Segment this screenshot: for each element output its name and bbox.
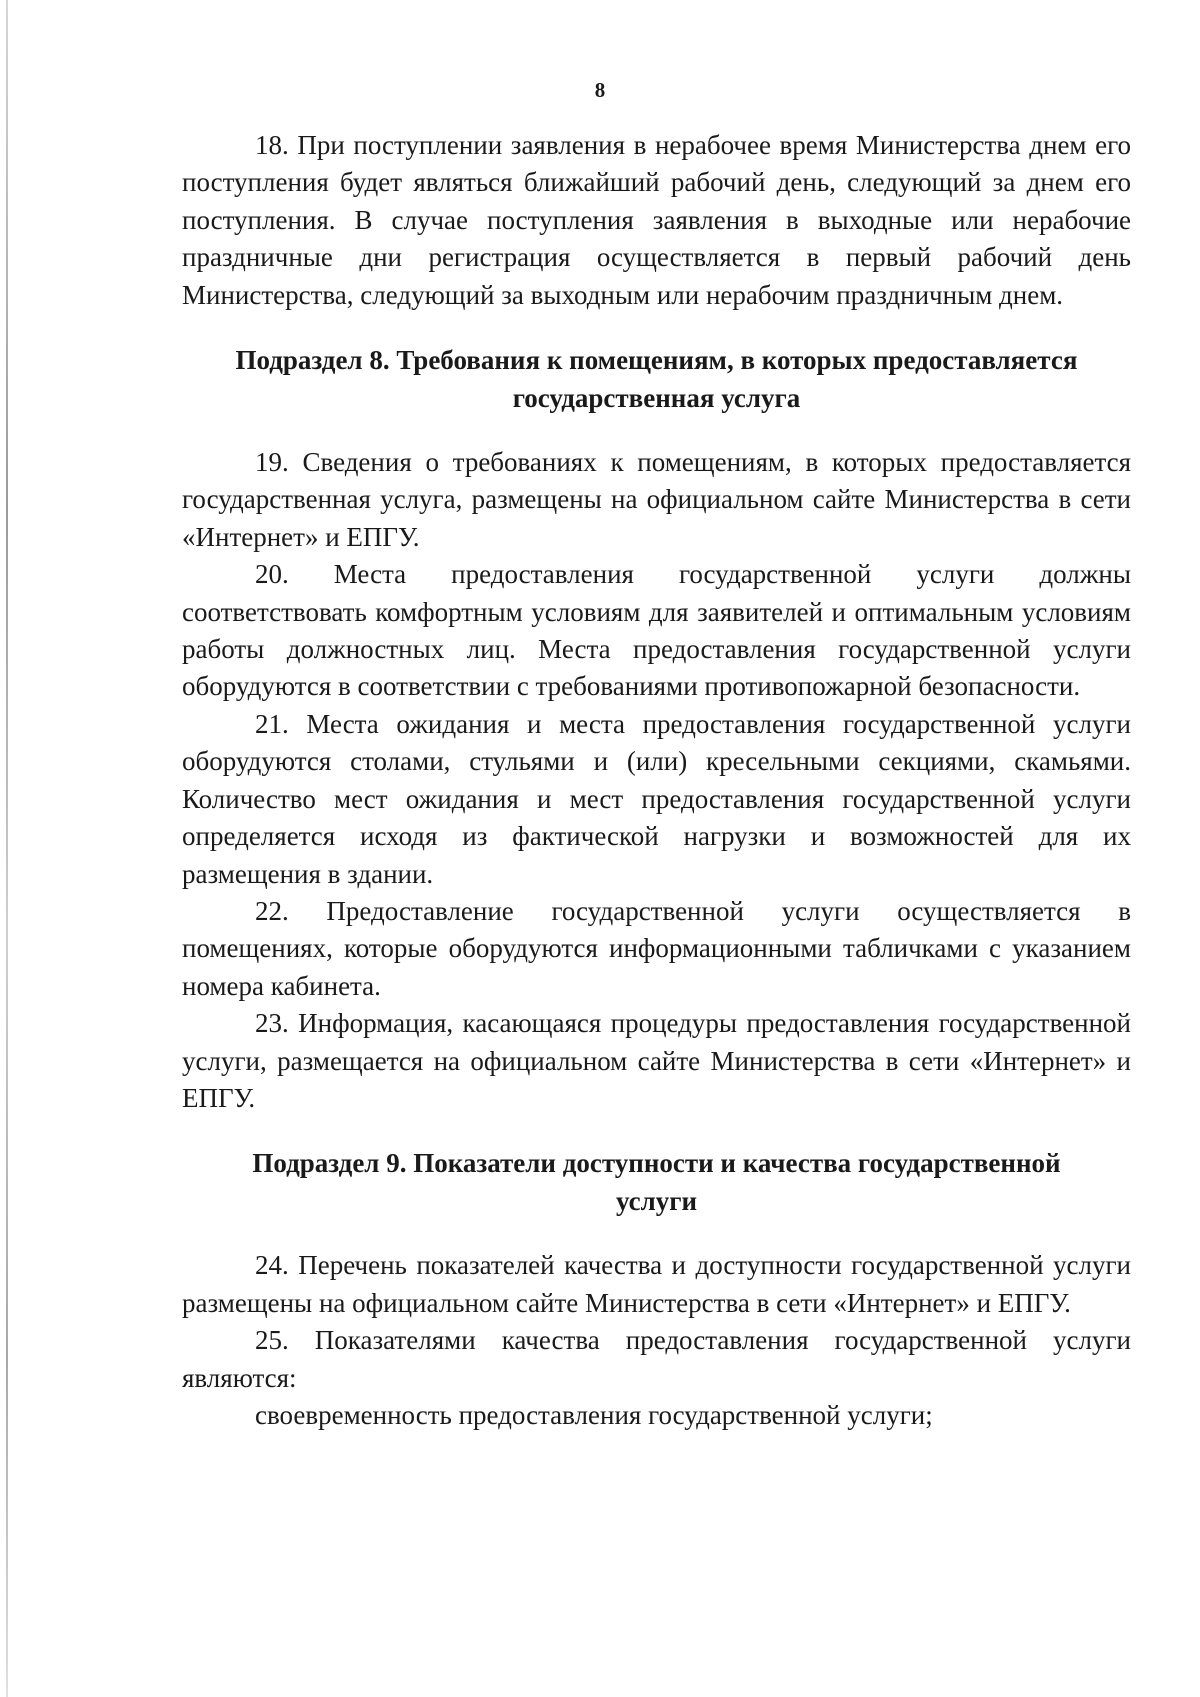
- section-heading-9-line1: Подраздел 9. Показатели доступности и качества государственной: [252, 1148, 1061, 1179]
- section-heading-9-line2: услуги: [615, 1186, 698, 1217]
- scan-edge-shadow: [6, 0, 8, 1697]
- paragraph-18: 18. При поступлении заявления в нерабочее время Министерства днем его поступления будет являться ближайший рабочий день, следующий за днем его поступления. В случае поступления заявления в выходные или нерабочие праздничные дни регистрация осуществляется в первый рабочий день Министерства, следующий за выходным или нерабочим праздничным днем.: [182, 130, 1131, 310]
- paragraph-19: 19. Сведения о требованиях к помещениям, в которых предоставляется государственная услуга, размещены на официальном сайте Министерства в сети «Интернет» и ЕПГУ.: [182, 447, 1131, 552]
- paragraph-22: 22. Предоставление государственной услуги осуществляется в помещениях, которые оборудуются информационными табличками с указанием номера кабинета.: [182, 895, 1131, 1001]
- paragraph-24: 24. Перечень показателей качества и доступности государственной услуги размещены на официальном сайте Министерства в сети «Интернет» и ЕПГУ.: [182, 1250, 1131, 1318]
- list-item-timeliness: своевременность предоставления государственной услуги;: [255, 1399, 933, 1430]
- section-heading-8-line2: государственная услуга: [512, 383, 801, 414]
- paragraph-21: 21. Места ожидания и места предоставления государственной услуги оборудуются столами, стульями и (или) кресельными секциями, скамьями. Количество мест ожидания и мест предоставления государственной услуги определяется исходя из фактической нагрузки и возможностей для их размещения в здании.: [182, 708, 1131, 889]
- page-number: 8: [594, 78, 606, 102]
- paragraph-23: 23. Информация, касающаяся процедуры предоставления государственной услуги, размещается на официальном сайте Министерства в сети «Интернет» и ЕПГУ.: [182, 1008, 1131, 1113]
- section-heading-8-line1: Подраздел 8. Требования к помещениям, в которых предоставляется: [235, 345, 1078, 376]
- paragraph-25: 25. Показателями качества предоставления государственной услуги являются:: [182, 1325, 1131, 1393]
- paragraph-20: 20. Места предоставления государственной услуги должны соответствовать комфортным условиям для заявителей и оптимальным условиям работы должностных лиц. Места предоставления государственной услуги оборудуются в соответствии с требованиями противопожарной безопасности.: [182, 559, 1131, 702]
- section-heading-9: [182, 1144, 1131, 1220]
- section-heading-8: [182, 341, 1131, 417]
- document-body: [182, 127, 1131, 1434]
